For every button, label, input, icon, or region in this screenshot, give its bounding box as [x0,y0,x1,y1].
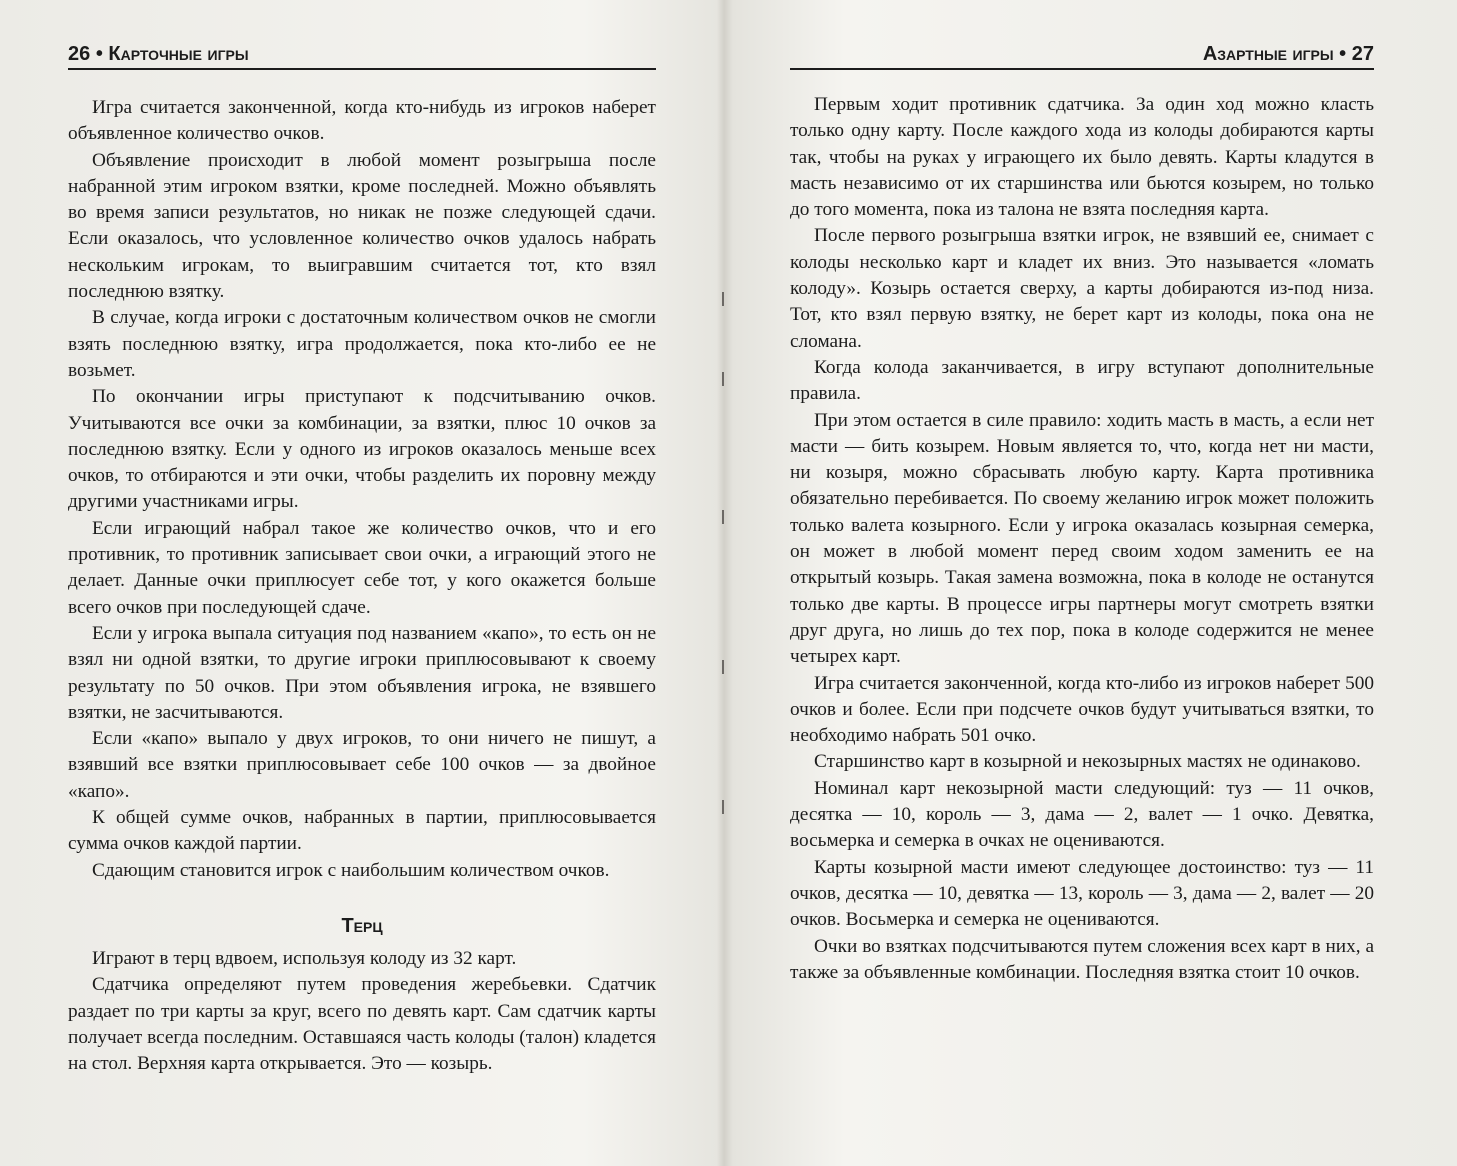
paragraph: Когда колода заканчивается, в игру вступают дополнительные правила. [790,356,1374,405]
paragraph: При этом остается в силе правило: ходить масть в масть, а если нет масти — бить козырем. Новым является то, что, когда нет ни масти, ни козыря, можно сбрасывать любую карту. Карта противника обязательно перебивается. По своему желанию игрок может положить только валета козырного. Если у игрока оказалась козырная семерка, он может в любой момент перед своим ходом заменить ее на открытый козырь. Такая замена возможна, пока в колоде не останутся только две карты. В процессе игры партнеры могут смотреть взятки друг друга, но лишь до тех пор, пока в колоде содержится не менее четырех карт. [790,409,1374,668]
paragraph: Старшинство карт в козырной и некозырных мастях не одинаково. [814,751,1361,773]
paragraph: К общей сумме очков, набранных в партии, приплюсовывается сумма очков каждой партии. [68,807,656,855]
left-head-title: Карточные игры [108,43,249,65]
paragraph: Сдатчика определяют путем проведения жеребьевки. Сдатчик раздает по три карты за круг, всего по девять карт. Сам сдатчик карты получает всегда последним. Оставшаяся часть колоды (талон) кладется на стол. Верхняя карта открывается. Это — козырь. [68,974,656,1075]
binding-stitch [722,372,724,386]
paragraph: Карты козырной масти имеют следующее достоинство: туз — 11 очков, десятка — 10, девятка — 13, король — 3, дама — 2, валет — 20 очков. Восьмерка и семерка не оцениваются. [790,856,1374,931]
paragraph: Очки во взятках подсчитываются путем сложения всех карт в них, а также за объявленные комбинации. Последняя взятка стоит 10 очков. [790,935,1374,983]
paragraph: Игра считается законченной, когда кто-либо из игроков наберет 500 очков и более. Если при подсчете очков будут учитываться взятки, то необходимо набрать 501 очко. [790,672,1374,747]
binding-stitch [722,510,724,524]
paragraph: Игра считается законченной, когда кто-нибудь из игроков наберет объявленное количество очков. [68,97,656,145]
binding-stitch [722,800,724,814]
right-head-separator: • [1339,43,1347,65]
paragraph: После первого розыгрыша взятки игрок, не взявший ее, снимает с колоды несколько карт и кладет их вниз. Это называется «ломать колоду». Козырь остается сверху, а карты добираются из-под низа. Тот, кто взял первую взятку, не берет карт из колоды, пока она не сломана. [790,225,1374,352]
paragraph: Если у игрока выпала ситуация под названием «капо», то есть он не взял ни одной взятки, то другие игроки приплюсовывают к своему результату по 50 очков. При этом объявления игрока, не взявшего взятки, не засчитываются. [68,622,656,723]
paragraph: Если «капо» выпало у двух игроков, то они ничего не пишут, а взявший все взятки приплюсовывает себе 100 очков — за двойное «капо». [68,728,656,802]
left-page-body [68,95,656,1077]
binding-stitch [722,660,724,674]
left-page [68,0,656,1166]
paragraph: В случае, когда игроки с достаточным количеством очков не смогли взять последнюю взятку, игра продолжается, пока кто-либо ее не возьмет. [68,307,656,381]
paragraph: Номинал карт некозырной масти следующий: туз — 11 очков, десятка — 10, король — 3, дама — 2, валет — 1 очко. Девятка, восьмерка и семерка в очках не оцениваются. [790,777,1374,852]
left-running-head [68,42,656,70]
right-page-body [790,92,1374,986]
right-running-head [790,42,1374,70]
paragraph: По окончании игры приступают к подсчитыванию очков. Учитываются все очки за комбинации, за взятки, плюс 10 очков за последнюю взятку. Если у одного из игроков оказалось меньше всех очков, то отбираются и эти очки, чтобы разделить их поровну между другими участниками игры. [68,386,656,513]
left-head-separator: • [95,43,103,65]
left-page-number: 26 [68,43,91,65]
paragraph: Сдающим становится игрок с наибольшим количеством очков. [92,859,610,881]
paragraph: Если играющий набрал такое же количество очков, что и его противник, то противник записывает свои очки, а играющий этого не делает. Данные очки приплюсует себе тот, у кого окажется больше всего очков при последующей сдаче. [68,517,656,618]
right-page-number: 27 [1351,43,1374,65]
section-title: Терц [341,914,383,937]
right-head-title: Азартные игры [1202,43,1334,65]
paragraph: Объявление происходит в любой момент розыгрыша после набранной этим игроком взятки, кроме последней. Можно объявлять во время записи результатов, но никак не позже следующей сдачи. Если оказалось, что условленное количество очков удалось набрать нескольким игрокам, то выигравшим считается тот, кто взял последнюю взятку. [68,149,656,303]
right-page [790,0,1374,1166]
paragraph: Играют в терц вдвоем, используя колоду из 32 карт. [92,947,517,969]
paragraph: Первым ходит противник сдатчика. За один ход можно класть только одну карту. После каждого хода из колоды добираются карты так, чтобы на руках у играющего их было девять. Карты кладутся в масть независимо от их старшинства или бьются козырем, но только до того момента, пока из талона не взята последняя карта. [790,94,1374,221]
binding-stitch [722,292,724,306]
